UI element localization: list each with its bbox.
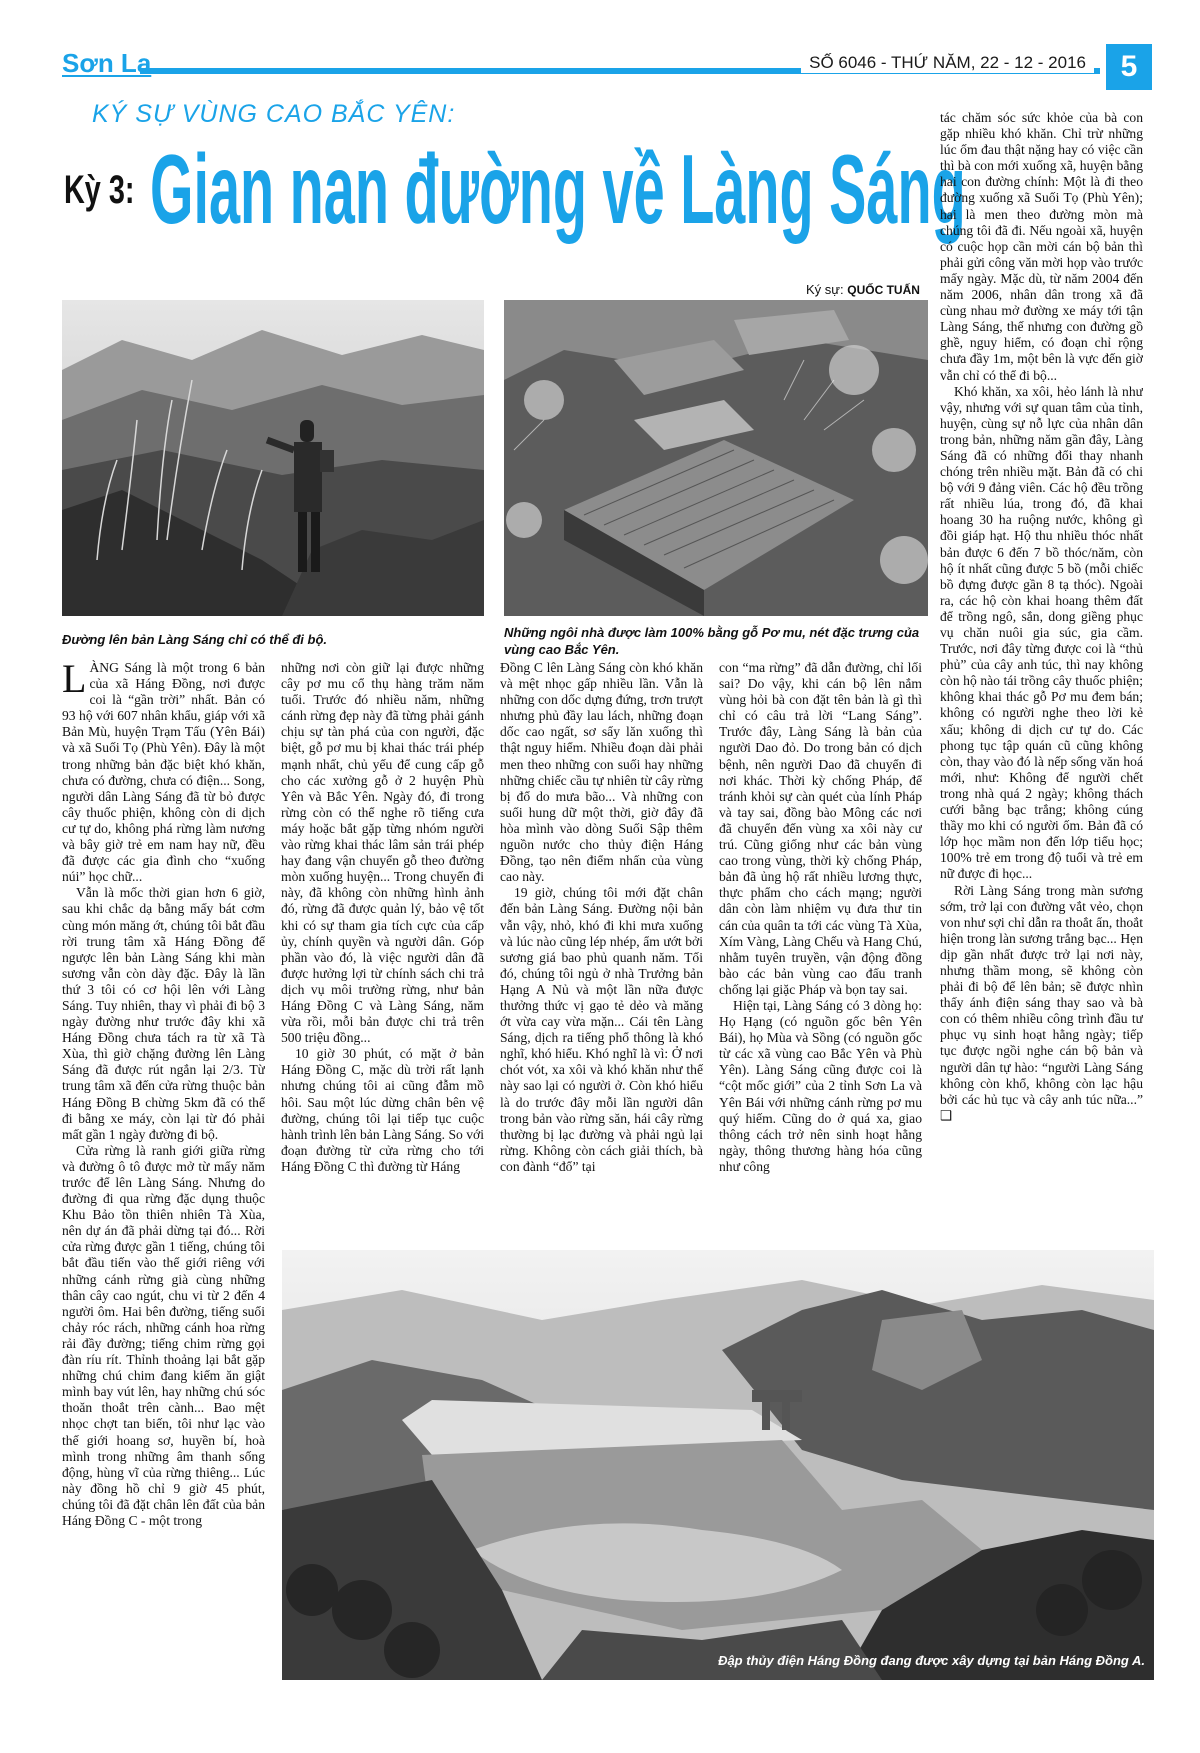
photo3-caption: Đập thủy điện Háng Đồng đang được xây dựng tại bản Háng Đồng A. bbox=[718, 1653, 1145, 1668]
photo2-caption: Những ngôi nhà được làm 100% bằng gỗ Pơ mu, nét đặc trưng của vùng cao Bắc Yên. bbox=[504, 625, 920, 657]
page-number: 5 bbox=[1106, 44, 1152, 90]
series-label: Kỳ 3: bbox=[64, 168, 135, 212]
section-name: Sơn La bbox=[62, 48, 152, 78]
article-kicker: KÝ SỰ VÙNG CAO BẮC YÊN: bbox=[92, 100, 456, 128]
drop-cap: L bbox=[62, 660, 87, 701]
col3-paragraph-1: Đồng C lên Làng Sáng còn khó khăn và mệt nhọc gấp nhiều lần. Vẫn là những con dốc dựng đứng, trơn trượt nhưng phủ đầy lau lách, những đoạn dốc cao ngất, sơ sẩy lăn xuống thì thật nguy hiểm. Nhiều đoạn dài phải men theo những con suối hay những những chiếc cầu tự nhiên từ cây rừng bị đổ do mưa bão... Và những con suối hung dữ một thời, giờ đây đã hòa mình vào dòng Suối Sập thêm nguồn nước cho thủy điện Háng Đồng, tạo nên điểm nhấn của vùng cao này. bbox=[500, 660, 703, 885]
article-column-3 bbox=[500, 660, 703, 1235]
headline: Gian nan đường về Làng Sáng bbox=[150, 134, 966, 244]
photo1-caption: Đường lên bản Làng Sáng chỉ có thể đi bộ. bbox=[62, 632, 328, 647]
article-column-4 bbox=[719, 660, 922, 1235]
col5-paragraph-2: Khó khăn, xa xôi, hẻo lánh là như vậy, nhưng với sự quan tâm của tỉnh, huyện, cùng sự nỗ lực của nhân dân trong bản, những năm gần đây, Làng Sáng đã có những đổi thay nhanh chóng trên nhiều mặt. Bản đã có chi bộ với 9 đảng viên. Các hộ đều trồng rất nhiều lúa, trong đó, đã khai hoang 30 ha ruộng nước, không gì đồi giáp hạt. Hộ thu nhiều thóc nhất bản được 6 đến 7 bồ thóc/năm, còn hộ ít nhất cũng được 5 bồ (mỗi chiếc bồ đựng được gần 8 tạ thóc). Ngoài ra, các hộ còn khai hoang thêm đất để trồng ngô, sắn, dong giềng phục vụ chăn nuôi gia súc, gia cầm. Trước, nơi đây từng được coi là “thủ phủ” của cây anh túc, thì nay không còn hộ nào tái trồng cây thuốc phiện; không khai thác gỗ Pơ mu đem bán; không có người nghe theo lời kẻ xấu; không di dịch cư tự do. Các phong tục tập quán cũ cũng không còn, thay vào đó là nếp sống văn hoá mới, như: Không để người chết trong nhà quá 2 ngày; không thách cưới bằng bạc trắng; không cúng thầy mo khi có người ốm. Bản đã có lớp học mầm non đến lớp tiểu học; 100% trẻ em trong độ tuổi và trẻ em nữ được đi học... bbox=[940, 383, 1143, 882]
col3-paragraph-2: 19 giờ, chúng tôi mới đặt chân đến bản Làng Sáng. Đường nội bản vẫn vậy, nhỏ, khó đi khi mưa xuống và lúc nào cũng lép nhép, ẩm ướt bởi sương giá bao phủ quanh năm. Tối đó, chúng tôi ngủ ở nhà Trưởng bản Hạng A Nủ và một lần nữa được thưởng thức vị gạo tẻ dẻo và măng ớt vừa cay vừa mặn... Cái tên Làng Sáng, dịch ra tiếng phổ thông là khó nghĩ, khó hiểu. Khó nghĩ là vì: Ở nơi chót vót, xa xôi và khó khăn như thế này sao lại có người ở. Còn khó hiểu là do trước đây mỗi lần người dân trong bản vào rừng săn, hái cây rừng thường bị lạc đường và phải ngủ lại rừng. Không còn cách giải thích, bà con đành “đổ” tại bbox=[500, 885, 703, 1174]
article-column-5 bbox=[940, 110, 1143, 1235]
author-name: QUỐC TUẤN bbox=[847, 283, 920, 297]
byline bbox=[806, 282, 920, 297]
col1-paragraph-1: ÀNG Sáng là một trong 6 bản của xã Háng Đồng, nơi được coi là “gần trời” nhất. Bản có 93 hộ với 607 nhân khẩu, giáp với xã Bản Mù, huyện Trạm Tấu (Yên Bái) và xã Suối Tọ (Phù Yên). Đây là một trong những bản đặc biệt khó khăn, chưa có đường, chưa có điện... Song, người dân Làng Sáng đã từ bỏ được cây thuốc phiện, không còn di dịch cư tự do, không phá rừng làm nương và bây giờ trẻ em nam hay nữ, đều đã được các gia đình cho “xuống núi” học chữ... bbox=[62, 660, 265, 885]
photo-wooden-houses bbox=[504, 300, 928, 616]
col1-paragraph-2: Vẫn là mốc thời gian hơn 6 giờ, sau khi chắc dạ bằng mấy bát cơm cùng món măng ớt, chúng tôi bắt đầu rời trung tâm xã Háng Đồng để ngược lên bản Làng Sáng khi màn sương vẫn còn dày đặc. Đây là lần thứ 3 tôi có cơ hội lên với Làng Sáng. Tuy nhiên, thay vì phải đi bộ 3 ngày đường như trước đây khi xã Háng Đồng chưa tách ra từ xã Tà Xùa, thì giờ chặng đường lên Làng Sáng đã được rút ngắn lại 2/3. Từ trung tâm xã đến cửa rừng thuộc bản Háng Đồng B chừng 5km đã có thể đi bằng xe máy, còn lại từ đó phải mất gần 1 ngày đường đi bộ. bbox=[62, 885, 265, 1142]
col4-paragraph-1: con “ma rừng” đã dẫn đường, chỉ lối sai? Do vậy, khi cán bộ lên nắm vùng hỏi bà con đặt tên bản là gì thì chỉ có câu trả lời “Lang Sáng”. Trước đây, Làng Sáng là bản của người Dao đỏ. Do trong bản có dịch bệnh, nên người Dao đã chuyển đi nơi khác. Thời kỳ chống Pháp, để tránh khỏi sự càn quét của lính Pháp và tay sai, đồng bào Mông các nơi đã chuyển đến vùng xa xôi này cư trú. Cũng giống như các bản vùng cao trong vùng, thời kỳ chống Pháp, bản đã ủng hộ rất nhiều lương thực, thực phẩm cho cách mạng; người dân còn làm nhiệm vụ đưa thư tin cán của quân ta tới các vùng Tà Xùa, Xím Vàng, Làng Chếu và Hang Chú, nhằm tuyên truyền, vận động đồng bào các bản vùng cao đấu tranh chống lại giặc Pháp và bọn tay sai. bbox=[719, 660, 922, 997]
photo-mountain-path bbox=[62, 300, 484, 616]
col1-paragraph-3: Cửa rừng là ranh giới giữa rừng và đường ô tô được mở từ mấy năm trước để lên Làng Sáng. Nhưng do đường đi qua rừng đặc dụng thuộc Khu Bảo tồn thiên nhiên Tà Xùa, nên dự án đã phải dừng tại đó... Rời cửa rừng được gần 1 tiếng, chúng tôi bắt đầu tiến vào thế giới riêng với những cánh rừng già cùng những thân cây cao ngút, chu vi từ 2 đến 4 người ôm. Hai bên đường, tiếng suối chảy róc rách, những cánh hoa rừng rải đầy đường; tiếng chim rừng gọi đàn ríu rít. Thỉnh thoảng lại bắt gặp những chú chim đang kiếm ăn giật mình bay vút lên, hay những chú sóc thoăn thoắt trên cành... Bao mệt nhọc chợt tan biến, tôi như lạc vào thế giới hoang sơ, huyền bí, hoà mình trong những âm thanh sống động, hùng vĩ của rừng thiêng... Lúc này đồng hồ chỉ 9 giờ 45 phút, chúng tôi đã đặt chân lên đất của bản Háng Đồng C - một trong bbox=[62, 1142, 265, 1528]
photo-hydropower-dam bbox=[282, 1250, 1154, 1680]
col5-paragraph-3: Rời Làng Sáng trong màn sương sớm, trở lại con đường vắt vẻo, chọn von như sợi chỉ dẫn ra thoắt ẩn, thoắt hiện trong làn sương trắng bạc... Hẹn dịp gần nhất được trở lại nơi này, nhưng thầm mong, sẽ không còn phải đi bộ để lên bản; sẽ được nhìn thấy ánh điện sáng thay sao và bà con có thêm nhiều công trình đầu tư phục vụ sinh hoạt hằng ngày; tiếp tục được ngồi nghe cán bộ bản và người dân tự hào: “người Làng Sáng không còn khổ, không còn lạc hậu bởi các hủ tục và cây anh túc nữa...” bbox=[940, 882, 1143, 1107]
col5-paragraph-1: tác chăm sóc sức khỏe của bà con gặp nhiều khó khăn. Chỉ trừ những lúc ốm đau thật nặng hay có việc cần thì bà con mới xuống xã, huyện bằng hai con đường chính: Một là đi theo đường xuống xã Suối Tọ (Phù Yên); hai là men theo đường mòn mà chúng tôi đã đi. Nếu ngoài xã, huyện có cuộc họp cần mời cán bộ bản thì phải gửi công văn mời họp vào trước mấy ngày. Mặc dù, từ năm 2004 đến năm 2006, nhân dân trong xã đã cùng nhau mở đường xe máy tới tận Làng Sáng, thế nhưng con đường gồ ghề, nguy hiểm, có đoạn chỉ rộng chưa đầy 1m, một bên là vực đến giờ vẫn chỉ có thể đi bộ... bbox=[940, 110, 1143, 383]
col2-paragraph-1: những nơi còn giữ lại được những cây pơ mu cổ thụ hàng trăm năm tuổi. Trước đó nhiều năm, những cánh rừng đẹp này đã từng phải gánh chịu sự tàn phá của con người, đặc biệt, gỗ pơ mu bị khai thác trái phép mạnh nhất, chủ yếu để cung cấp gỗ cho các xưởng gỗ ở 2 huyện Phù Yên và Bắc Yên. Ngày đó, đi trong rừng còn có thể nghe rõ tiếng cưa máy hoặc bắt gặp từng nhóm người vào rừng khai thác lâm sản trái phép hay đang vận chuyển gỗ theo đường mòn xuống huyện... Trong chuyến đi này, đã không còn những hình ảnh đó, rừng đã được quản lý, bảo vệ tốt khi có sự tham gia tích cực của cấp ủy, chính quyền và người dân. Góp phần vào đó, là việc người dân đã được hưởng lợi từ chính sách chi trả dịch vụ môi trường rừng, như bản Háng Đồng C và Làng Sáng, năm vừa rồi, mỗi bản được chi trả trên 500 triệu đồng... bbox=[281, 660, 484, 1046]
byline-prefix: Ký sự: bbox=[806, 282, 844, 297]
article-column-2 bbox=[281, 660, 484, 1235]
col2-paragraph-2: 10 giờ 30 phút, có mặt ở bản Háng Đồng C, mặc dù trời rất lạnh nhưng chúng tôi ai cũng đẫm mồ hôi. Sau một lúc dừng chân bên vệ đường, chúng tôi lại tiếp tục cuộc hành trình lên bản Làng Sáng. So với đoạn đường từ cửa rừng cho tới Háng Đồng C thì đường từ Háng bbox=[281, 1046, 484, 1174]
issue-info: SỐ 6046 - THỨ NĂM, 22 - 12 - 2016 bbox=[801, 53, 1094, 73]
article-column-1 bbox=[62, 660, 265, 1670]
col4-paragraph-2: Hiện tại, Làng Sáng có 3 dòng họ: Họ Hạng (có nguồn gốc bên Yên Bái), họ Mùa và Sồng (có nguồn gốc từ các xã vùng cao Bắc Yên và Phù Yên). Làng Sáng cũng được coi là “cột mốc giới” của 2 tỉnh Sơn La và Yên Bái với những cánh rừng pơ mu quý hiếm. Cũng do ở quá xa, giao thông cách trở nên sinh hoạt hằng ngày, thông thương hàng hóa cũng như công bbox=[719, 997, 922, 1174]
end-mark: ❑ bbox=[940, 1107, 953, 1123]
